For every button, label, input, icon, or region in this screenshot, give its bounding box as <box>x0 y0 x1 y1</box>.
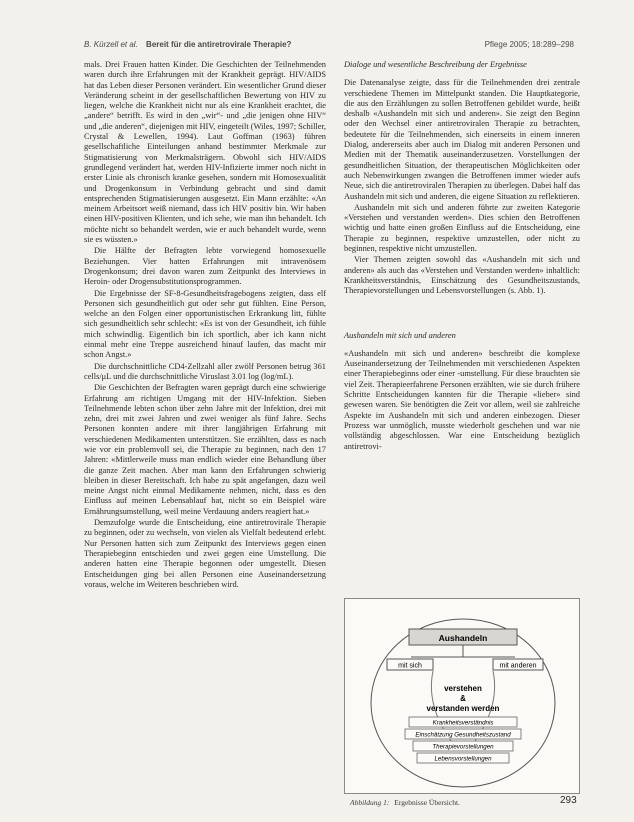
left-label: mit sich <box>398 662 422 670</box>
center-label: & <box>460 694 466 703</box>
theme-label: Einschätzung Gesundheitszustand <box>415 731 511 739</box>
paragraph: Die Hälfte der Befragten lebte vorwiegend homosexuelle Beziehungen. Vier hatten Erfahrungen mit intravenösem Drogenkonsum; drei davon waren zum Zeitpunkt des Interviews in Heroin- oder Drogensubstitutionsprogrammen. <box>84 246 326 287</box>
theme-label: Krankheitsverständnis <box>432 719 494 727</box>
header-title: Bereit für die antiretrovirale Therapie? <box>146 40 292 49</box>
paragraph: Die Geschichten der Befragten waren geprägt durch eine schwierige Erfahrung am richtigen Umgang mit der HIV-Infektion. Sieben Teilnehmende lebten schon über zehn Jahre mit der Infektion, drei mit zehn, drei mit zwei Jahren und zwei weniger als fünf Jahre. Sechs Personen konnten andere mit ihrer langjährigen Erfahrung mit verschiedenen Medikamenten unterstützen. Sie erzählten, dass es nach wie vor ein problemvoll sei, die Therapie zu beginnen, nach den 17 Jahren: «Mittlerweile muss man endlich wieder eine Behandlung über die ganze Zeit machen. Aber man kann den Erfahrungen schwierig bleiben in dieser Bereitschaft. Ich habe zu spät angefangen, dazu weil meine Angst nicht einmal Medikamente nehmen, nicht, dass es den Einfluss auf meinen Lebensablauf hat, nicht so ein Beispiel wäre Ernährungsumstellung, weil meine Verdauung anders reagiert hat.» <box>84 383 326 516</box>
theme-label: Lebensvorstellungen <box>434 755 492 763</box>
paragraph: Die Ergebnisse der SF-8-Gesundheitsfragebogens zeigten, dass elf Personen sich gesundheitlich gut oder sehr gut fühlten. Eine Person, welche an den Folgen einer opportunistischen Erkrankung litt, fühlte sich gesundheitlich sehr schlecht: «Es ist von der Gesundheit, ich fühle mich schwindlig. Eigentlich bin ich sportlich, aber ich kann nicht einmal mehr eine Treppe ausreichend hinauf laufen, das macht mir schon Angst.» <box>84 288 326 360</box>
paragraph: Die Datenanalyse zeigte, dass für die Teilnehmenden drei zentrale verschiedene Themen im Mittelpunkt standen. Die Hauptkategorie, die aus den Erzählungen zu sollen Betroffenen gebildet wurde, heißt deshalb «Aushandeln mit sich und anderen». Sie zeigt den Beginn oder den Wechsel einer antiretroviralen Therapie zu betrachten, bedeutete für die Teilnehmenden, sich einerseits in einem inneren Dialog, andererseits aber auch im Dialog mit anderen Personen und Medien mit der Thematik auseinanderzusetzen. Vorstellungen der gesundheitlichen Situation, der therapeutischen Möglichkeiten oder auch Nebenwirkungen zwangen die Betroffenen immer wieder aufs Neue, sich die antiretroviralen Therapien zu überlegen. Dabei half das Aushandeln mit sich und anderen, die eigene Situation zu reflektieren. <box>344 78 580 201</box>
paragraph: Demzufolge wurde die Entscheidung, eine antiretrovirale Therapie zu beginnen, oder zu wechseln, von vielen als Vielfalt bedeutend erlebt. Nur Personen hatten sich zum Zeitpunkt des Interviews gegen einen Therapiebeginn entschieden und zwei gegen eine Umstellung. Die anderen hatten eine Therapie begonnen oder umgestellt. Diesen Entscheidungen ging bei allen Personen eine Auseinandersetzung voraus, welche im Weiteren beschrieben wird. <box>84 518 326 589</box>
figure-caption <box>350 798 460 807</box>
figure-diagram <box>344 598 580 794</box>
theme-label: Therapievorstellungen <box>432 743 494 751</box>
right-label: mit anderen <box>499 662 537 670</box>
section-heading: Dialoge und wesentliche Beschreibung der Ergebnisse <box>344 60 527 69</box>
caption-text: Ergebnisse Übersicht. <box>394 798 460 807</box>
paragraph: mals. Drei Frauen hatten Kinder. Die Geschichten der Teilnehmenden waren durch ihre Erfahrungen mit der Krankheit geprägt. HIV/AIDS hat das Leben dieser Personen verändert. Ein wesentlicher Grund dieser Veränderung scheint in der gesellschaftlichen Bewertung von HIV zu liegen, welche die Krankheit nicht nur als eine Krankheit erachtet, die „andere“ betrifft. Es wird in den „wir“- und „die jenigen ohne HIV“ und „die anderen“, diejenigen mit HIV, eingeteilt (Wiles, 1997; Schiller, Crystal & Lewellen, 1994). Laut Goffman (1963) führen gesellschaftliche Einteilungen anhand bestimmter Merkmale zur Stigmatisierung von Merkmalsträgern. Obwohl sich HIV/AIDS grundlegend verändert hat, werden HIV-Infizierte immer noch nicht in erster Linie als chronisch kranke gesehen, sondern mit Homosexualität und Drogenkonsum in Verbindung gebracht und sind damit entsprechenden Stigmatisierungen ausgesetzt. Ein Mann erzählte: «An meinem Arbeitsort weiß niemand, dass ich HIV positiv bin. Wir haben einen HIV-positiven Klienten, und ich sehe, wie man ihn behandelt. Ich möchte nicht so behandelt werden, wie er auch behandelt wurde, wenn sie es wüssten.» <box>84 60 326 245</box>
paragraph: Vier Themen zeigten sowohl das «Aushandeln mit sich und anderen» als auch das «Verstehen und Verstanden werden» inhaltlich: Krankheitsverständnis, Einschätzung des Gesundheitszustands, Therapievorstellungen und Lebensvorstellungen (s. Abb. 1). <box>344 255 580 296</box>
paragraph: «Aushandeln mit sich und anderen» beschreibt die komplexe Auseinandersetzung der Teilnehmenden mit verschiedenen Aspekten einer Therapiebeginns oder einer -umstellung. Für diese brauchten sie viel Zeit. Therapieerfahrene Personen erzählten, wie sie durch frühere Schritte Entscheidungen kannten für die Therapie «lieber» sind gewesen waren. Sie benötigten die Zeit vor allem, weil sie zahlreiche Aspekte im Aushandeln mit sich und anderen einbezogen. Dieser Prozess war unmöglich, musste wiederholt geschehen und war nie vollständig abgeschlossen. War eine Entscheidung bezüglich antiretrovi- <box>344 348 580 451</box>
section-heading: Aushandeln mit sich und anderen <box>344 330 456 340</box>
paragraph: Die durchschnittliche CD4-Zellzahl aller zwölf Personen betrug 361 cells/μL und die durchschnittliche Viruslast 3.01 log (log/mL). <box>84 361 326 381</box>
caption-number: Abbildung 1: <box>350 798 390 807</box>
page-number: 293 <box>560 795 577 806</box>
top-label: Aushandeln <box>438 633 488 643</box>
left-column <box>84 60 326 590</box>
diagram-svg <box>345 599 579 793</box>
center-label: verstehen <box>444 684 482 693</box>
header-authors: B. Kürzell et al. <box>84 40 138 49</box>
running-header <box>84 40 574 49</box>
header-journal: Pflege 2005; 18:289–298 <box>484 40 574 49</box>
paragraph: Aushandeln mit sich und anderen führte zur zweiten Kategorie «Verstehen und verstanden werden». Dies schien den Betroffenen wichtig und hatte einen großen Einfluss auf die Entscheidung, eine Therapie zu beginnen, respektive umzustellen, oder nicht zu beginnen, respektive nicht umzustellen. <box>344 202 580 254</box>
center-label: verstanden werden <box>426 704 500 713</box>
right-column <box>344 60 580 452</box>
